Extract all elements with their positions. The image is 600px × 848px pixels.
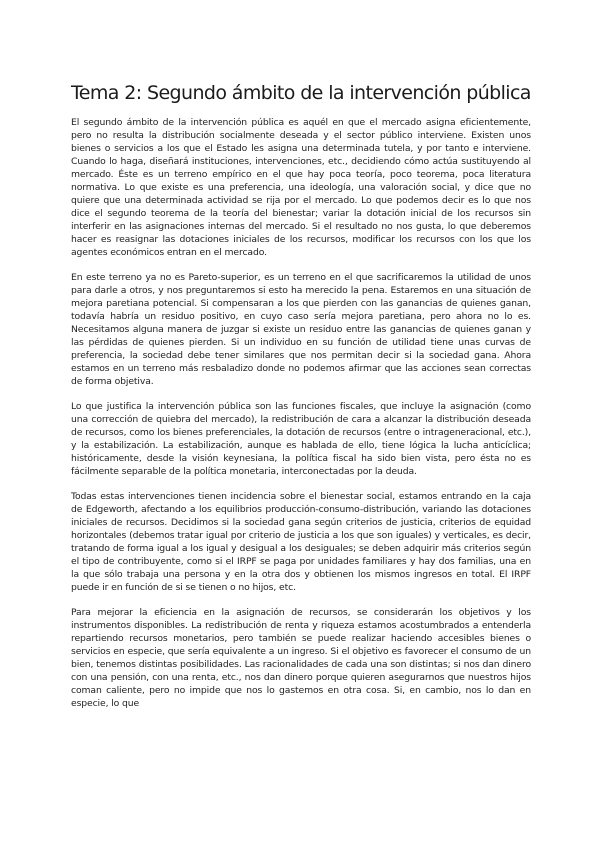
page-title: Tema 2: Segundo ámbito de la intervención pública	[71, 82, 531, 104]
paragraph: Lo que justifica la intervención pública son las funciones fiscales, que incluye la asignación (como una corrección de quiebra del mercado), la redistribución de cara a alcanzar la distribución deseada de recursos, como los bienes preferenciales, la dotación de recursos (entre o intrageneracional, etc.), y la estabilización. La estabilización, aunque es hablada de ello, tiene lógica la lucha anticíclica; históricamente, desde la visión keynesiana, la política fiscal ha sido bien vista, pero ésta no es fácilmente separable de la política monetaria, interconectadas por la deuda.	[71, 400, 531, 478]
paragraph: En este terreno ya no es Pareto-superior, es un terreno en el que sacrificaremos la utilidad de unos para darle a otros, y nos preguntaremos si esto ha merecido la pena. Estaremos en una situación de mejora paretiana potencial. Si compensaran a los que pierden con las ganancias de quienes ganan, todavía habría un residuo positivo, en cuyo caso sería mejora paretiana, pero ahora no lo es. Necesitamos alguna manera de juzgar si existe un residuo entre las ganancias de quienes ganan y las pérdidas de quienes pierden. Si un individuo en su función de utilidad tiene unas curvas de preferencia, la sociedad debe tener similares que nos permitan decir si la sociedad gana. Ahora estamos en un terreno más resbaladizo donde no podemos afirmar que las acciones sean correctas de forma objetiva.	[71, 272, 531, 388]
paragraph: El segundo ámbito de la intervención pública es aquél en que el mercado asigna eficientemente, pero no resulta la distribución socialmente deseada y el sector público interviene. Existen unos bienes o servicios a los que el Estado les asigna una determinada tutela, y por tanto e interviene. Cuando lo haga, diseñará instituciones, intervenciones, etc., decidiendo cómo actúa sustituyendo al mercado. Éste es un terreno empírico en el que hay poca teoría, poco teorema, poca literatura normativa. Lo que existe es una preferencia, una ideología, una valoración social, y dice que no quiere que una determinada actividad se rija por el mercado. Lo que podemos decir es lo que nos dice el segundo teorema de la teoría del bienestar; variar la dotación inicial de los recursos sin interferir en las asignaciones internas del mercado. Si el resultado no nos gusta, lo que deberemos hacer es reasignar las dotaciones iniciales de los recursos, modificar los recursos con los que los agentes económicos entran en el mercado.	[71, 117, 531, 259]
paragraph: Todas estas intervenciones tienen incidencia sobre el bienestar social, estamos entrando en la caja de Edgeworth, afectando a los equilibrios producción-consumo-distribución, variando las dotaciones iniciales de recursos. Decidimos si la sociedad gana según criterios de justicia, criterios de equidad horizontales (debemos tratar igual por criterio de justicia a los que son iguales) y verticales, es decir, tratando de forma igual a los igual y desigual a los desiguales; se deben adquirir más criterios según el tipo de contribuyente, como si el IRPF se paga por unidades familiares y hay dos familias, una en la que sólo trabaja una persona y en la otra dos y obtienen los mismos ingresos en total. El IRPF puede ir en función de si se tienen o no hijos, etc.	[71, 490, 531, 594]
paragraph: Para mejorar la eficiencia en la asignación de recursos, se considerarán los objetivos y los instrumentos disponibles. La redistribución de renta y riqueza estamos acostumbrados a entenderla repartiendo recursos monetarios, pero también se puede realizar haciendo accesibles bienes o servicios en especie, que sería equivalente a un ingreso. Si el objetivo es favorecer el consumo de un bien, tenemos distintas posibilidades. Las racionalidades de cada una son distintas; si nos dan dinero con una pensión, con una renta, etc., nos dan dinero porque quieren asegurarnos que nuestros hijos coman caliente, pero no impide que nos lo gastemos en otra cosa. Si, en cambio, nos lo dan en especie, lo que	[71, 606, 531, 709]
document-body	[71, 116, 531, 721]
